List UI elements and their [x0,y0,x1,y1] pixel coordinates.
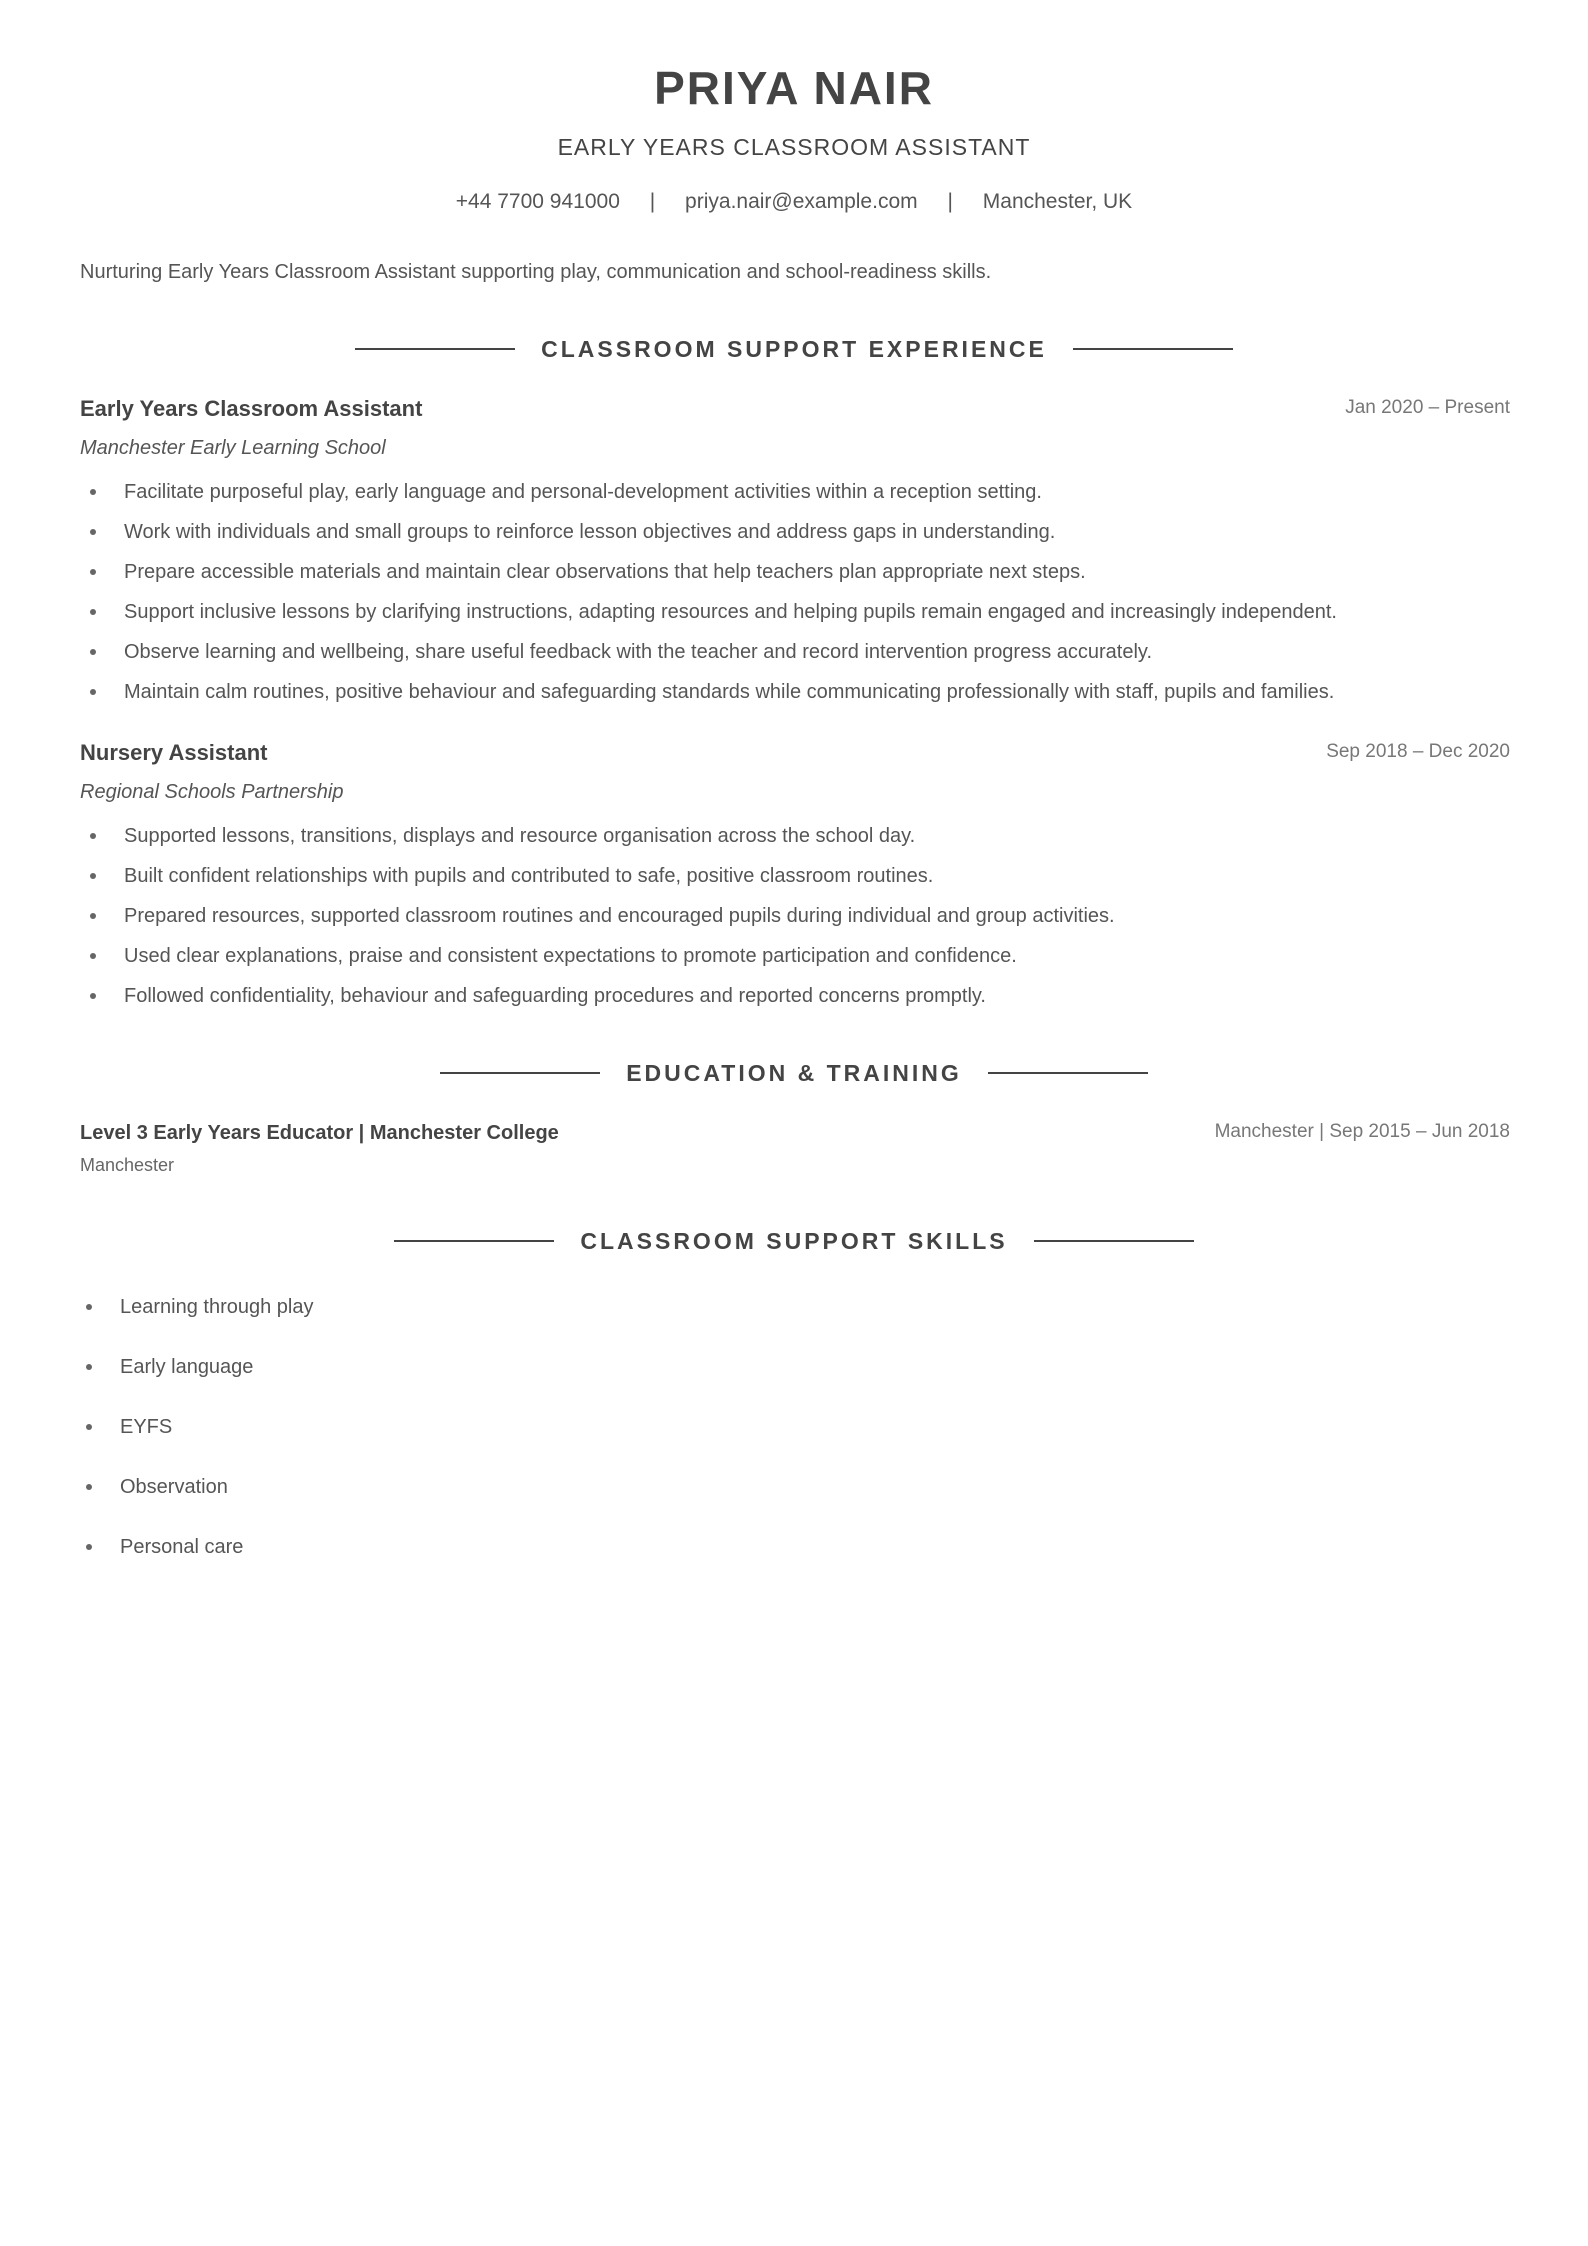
skill-text: Learning through play [120,1296,314,1318]
bullet-icon [90,529,96,535]
bullet-icon [90,833,96,839]
job-bullet-text: Prepared resources, supported classroom routines and encouraged pupils during individual and group activities. [124,905,1115,927]
job-organization: Regional Schools Partnership [80,781,344,803]
job-bullet-text: Observe learning and wellbeing, share useful feedback with the teacher and record intervention progress accurately. [124,641,1152,663]
bullet-icon [86,1364,92,1370]
experience-heading-text: CLASSROOM SUPPORT EXPERIENCE [541,336,1047,362]
job-bullet-text: Prepare accessible materials and maintain clear observations that help teachers plan appropriate next steps. [124,561,1086,583]
job-bullet-text: Supported lessons, transitions, displays and resource organisation across the school day. [124,825,916,847]
job-bullet-text: Used clear explanations, praise and consistent expectations to promote participation and confidence. [124,945,1017,967]
heading-rule-right [1034,1240,1194,1242]
skills-list [80,1293,680,1593]
contact-separator: | [649,190,656,213]
contact-separator: | [947,190,953,213]
job-title: Nursery Assistant [80,740,268,765]
job-bullet [80,478,1520,518]
job-bullet-list [80,478,1520,718]
heading-rule-left [355,348,515,350]
heading-rule-left [394,1240,554,1242]
education-dates: Manchester | Sep 2015 – Jun 2018 [1214,1121,1510,1142]
bullet-icon [86,1484,92,1490]
education-section-heading [0,1056,1588,1090]
bullet-icon [90,953,96,959]
skill-text: Personal care [120,1536,244,1558]
bullet-icon [86,1544,92,1550]
heading-rule-left [440,1072,600,1074]
skill-item [80,1533,680,1593]
job-bullet-text: Maintain calm routines, positive behaviour and safeguarding standards while communicating professionally with staff, pupils and families. [124,681,1335,703]
contact-email: priya.nair@example.com [685,190,918,213]
heading-rule-right [988,1072,1148,1074]
job-bullet [80,598,1520,638]
contact-line [0,188,1588,216]
bullet-icon [90,873,96,879]
skill-item [80,1353,680,1413]
job-title: Early Years Classroom Assistant [80,396,423,421]
skill-text: EYFS [120,1416,173,1438]
job-bullet [80,638,1520,678]
bullet-icon [90,689,96,695]
skill-item [80,1473,680,1533]
bullet-icon [86,1304,92,1310]
bullet-icon [90,569,96,575]
education-title: Level 3 Early Years Educator | Manchester College [80,1122,559,1144]
job-bullet [80,518,1520,558]
job-organization: Manchester Early Learning School [80,437,386,459]
skill-text: Observation [120,1476,228,1498]
education-heading-text: EDUCATION & TRAINING [626,1060,962,1086]
job-dates: Sep 2018 – Dec 2020 [1326,741,1510,762]
experience-section-heading [0,332,1588,366]
bullet-icon [90,993,96,999]
job-bullet-text: Facilitate purposeful play, early language and personal-development activities within a reception setting. [124,481,1042,503]
profile-summary: Nurturing Early Years Classroom Assistant supporting play, communication and school-readiness skills. [80,261,992,283]
bullet-icon [90,649,96,655]
job-bullet-text: Work with individuals and small groups to reinforce lesson objectives and address gaps in understanding. [124,521,1056,543]
job-bullet [80,822,1520,862]
contact-phone: +44 7700 941000 [455,190,620,213]
education-location: Manchester [80,1155,175,1175]
bullet-icon [90,609,96,615]
job-bullet-text: Built confident relationships with pupils and contributed to safe, positive classroom routines. [124,865,934,887]
job-bullet-text: Support inclusive lessons by clarifying instructions, adapting resources and helping pupils remain engaged and increasingly independent. [124,601,1337,623]
job-bullet [80,982,1520,1022]
job-bullet-text: Followed confidentiality, behaviour and safeguarding procedures and reported concerns promptly. [124,985,986,1007]
job-bullet [80,942,1520,982]
bullet-icon [90,913,96,919]
job-dates: Jan 2020 – Present [1345,397,1510,418]
job-bullet [80,862,1520,902]
job-bullet [80,678,1520,718]
job-bullet-list [80,822,1520,1022]
job-bullet [80,558,1520,598]
skills-section-heading [0,1224,1588,1258]
job-bullet [80,902,1520,942]
skill-text: Early language [120,1356,254,1378]
contact-location: Manchester, UK [982,190,1133,213]
candidate-headline: EARLY YEARS CLASSROOM ASSISTANT [557,134,1031,160]
candidate-name: PRIYA NAIR [654,62,934,114]
bullet-icon [90,489,96,495]
skill-item [80,1293,680,1353]
bullet-icon [86,1424,92,1430]
skills-heading-text: CLASSROOM SUPPORT SKILLS [580,1228,1008,1254]
skill-item [80,1413,680,1473]
heading-rule-right [1073,348,1233,350]
